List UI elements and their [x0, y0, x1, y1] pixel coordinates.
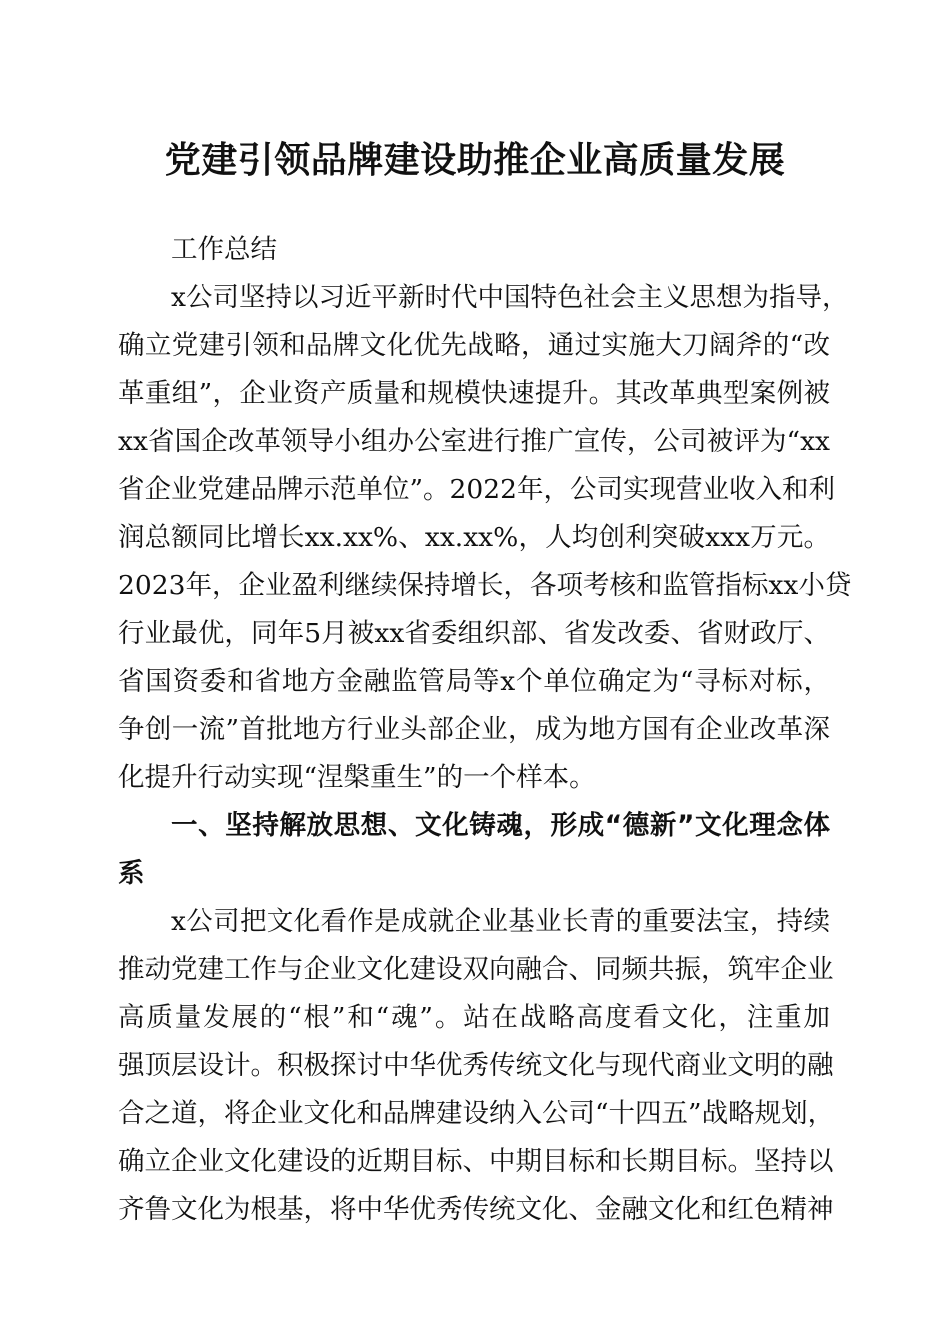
paragraph-line: 行业最优，同年5月被xx省委组织部、省发改委、省财政厅、 — [118, 618, 830, 649]
paragraph-line: 润总额同比增长xx.xx%、xx.xx%，人均创利突破xxx万元。 — [118, 522, 830, 553]
paragraph-line: x公司把文化看作是成就企业基业长青的重要法宝，持续 — [171, 906, 830, 937]
paragraph-line: x公司坚持以习近平新时代中国特色社会主义思想为指导， — [171, 282, 849, 313]
paragraph-line: 高质量发展的“根”和“魂”。站在战略高度看文化，注重加 — [118, 1002, 830, 1033]
heading-line: 一、坚持解放思想、文化铸魂，形成“德新”文化理念体 — [171, 810, 830, 841]
paragraph-2 — [118, 898, 835, 1234]
document-body — [118, 226, 852, 1234]
paragraph-line: 2023年，企业盈利继续保持增长，各项考核和监管指标xx小贷 — [118, 570, 852, 601]
paragraph-line: 省国资委和省地方金融监管局等x个单位确定为“寻标对标， — [118, 666, 830, 697]
paragraph-line: 齐鲁文化为根基，将中华优秀传统文化、金融文化和红色精神 — [118, 1194, 834, 1225]
paragraph-line: xx省国企改革领导小组办公室进行推广宣传，公司被评为“xx — [118, 426, 830, 457]
paragraph-line: 强顶层设计。积极探讨中华优秀传统文化与现代商业文明的融 — [118, 1050, 834, 1081]
paragraph-line: 合之道，将企业文化和品牌建设纳入公司“十四五”战略规划， — [118, 1098, 835, 1129]
paragraph-line: 革重组”，企业资产质量和规模快速提升。其改革典型案例被 — [118, 378, 830, 409]
paragraph-line: 确立企业文化建设的近期目标、中期目标和长期目标。坚持以 — [118, 1146, 834, 1177]
document-subtitle: 工作总结 — [171, 234, 277, 265]
paragraph-line: 推动党建工作与企业文化建设双向融合、同频共振，筑牢企业 — [118, 954, 834, 985]
paragraph-1 — [118, 274, 852, 802]
paragraph-line: 省企业党建品牌示范单位”。2022年，公司实现营业收入和利 — [118, 474, 835, 505]
paragraph-line: 争创一流”首批地方行业头部企业，成为地方国有企业改革深 — [118, 714, 830, 745]
document-title: 党建引领品牌建设助推企业高质量发展 — [164, 139, 786, 181]
paragraph-line: 确立党建引领和品牌文化优先战略，通过实施大刀阔斧的“改 — [118, 330, 830, 361]
paragraph-line: 化提升行动实现“涅槃重生”的一个样本。 — [118, 762, 596, 793]
heading-line: 系 — [118, 858, 145, 889]
section-heading-1 — [118, 802, 830, 898]
